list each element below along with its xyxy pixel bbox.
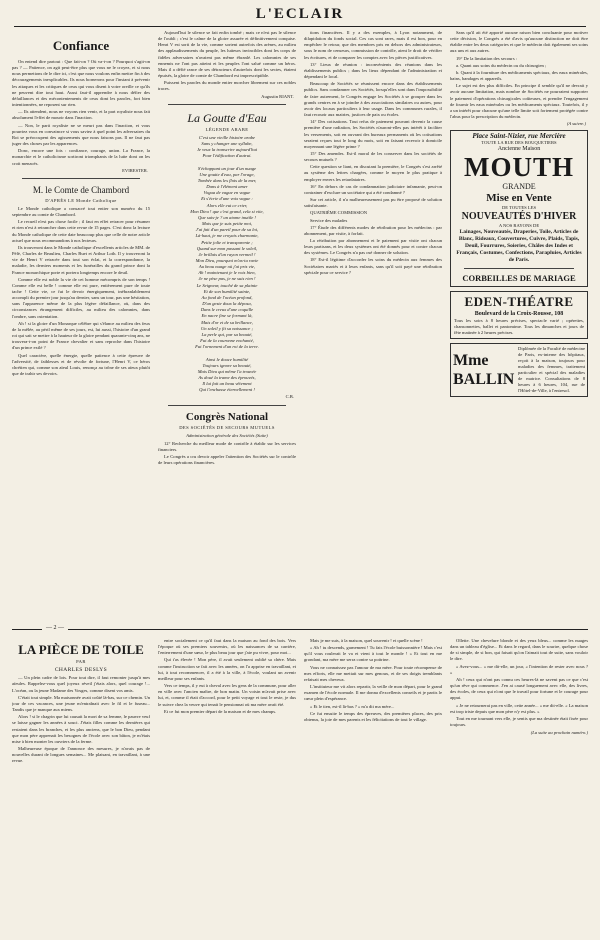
signature: EVIRESTER.	[122, 167, 148, 173]
ad-coin: TOUTE LA RUE DES BOUQUETIERS	[481, 139, 557, 145]
poem-line: As doué la trame des éprouvés,	[198, 374, 256, 380]
paragraph: Vers ce temps, il y eut à cheval avec les gens de la commune, pour aller en ville avec l'ancien maître, de bon matin. Un voisin m'avait prise avec lui, et, comme il était d'accord, pour le petit voyage et tout le reste, je dus le suivre chez la veuve qui tenait le pensionnat où ma mère avait été.	[158, 683, 296, 707]
column-3	[304, 30, 442, 620]
poem-subtitle: LÉGENDE ARABE	[205, 126, 249, 132]
poem-title: La Goutte d'Eau	[187, 110, 267, 125]
paragraph: 13° Lieux de réunion : inconvénients des réunions dans les établissements publics ; dans les lieux dépendant de l'administration et dépendant le local.	[304, 61, 442, 80]
poem-signature: C.B.	[285, 394, 294, 400]
ad-rayons: A NOS RAYONS DE	[498, 222, 540, 228]
column-2	[158, 30, 296, 620]
paragraph: On entend dire partout : Que fait-on ? Où va-t-on ? Pourquoi s'agit-on pas ? — Patience, on agit peut-être plus que vous ne le croyez, et si nous nous permettons de le dire ici, c'est que nous voulons enfin mettre fin à des découragements inexplicables. Ils nous bornerons pour l'instant à prévenir les attaques et les critiques de ceux qui vous disent à votre oreille ce qu'ils ne peuvent dire tout haut. Aussi faut-il apprendre à nous défier des défaillances et des mécontentements de ceux dont les paroles, fort bien intentionnées, ne reposent sur rien.	[12, 59, 150, 108]
poem-line: En nacre fine se formant là,	[201, 313, 253, 319]
paragraph: — Un plein cadre de lois. Pour tout dire, il faut remonter jusqu'à mes aïeules. Rappelez-vous quel joyeux réveil j'étais alors, quel courage !... L'océan, ou la jeune Madame des Vosges, comme disent vos amis.	[12, 675, 150, 693]
eden-text: Tous les soirs à 8 heures précises, spectacle varié ; opérettes, chansonnettes, ballet et pantomime. Tous les dimanches et jours de fête matinée à 2 heures précises.	[454, 317, 584, 335]
poem-line: C'est une vieille histoire arabe	[198, 134, 256, 140]
paragraph: « Et le tien, est-il là-bas ? » m'a dit ma mère...	[310, 703, 395, 709]
paragraph: 16° En dehors de cas de condamnation judiciaire infamante, peut-on contrainer d'exclure un sociétaire qui a été condamné ?	[304, 183, 442, 195]
poem-line: Ah ! maintenant je le vois bien,	[198, 270, 256, 276]
ad-product-list: Lainages, Nouveautés, Draperies, Toile, Articles de Blanc, Rideaux, Couvertures, Cuivre, Plaids, Tapis, Deuil, Fourrures, Soieries, Châles des Indes et Français, Costumes, Confections, Parapluies, Articles de Paris.	[456, 228, 582, 263]
poem-line: Là-haut, je me croyais charmante,	[195, 233, 259, 239]
poem-line: Vogua de vague en vague	[203, 190, 251, 196]
separator	[464, 268, 574, 269]
poem-line: Et s'écrie d'une voix vague :	[201, 196, 253, 202]
paragraph: Ollette. Une chevelure blonde et des yeux bleus... comme les nuages dans un tableau d'église... Et dans le regard, dans le sourire, quelque chose de si simple, de si bon, qui faisait qu'on l'aimait tout de suite, sans vouloir le dire.	[450, 638, 588, 662]
paragraph: Sur cet article, il n'a malheureusement pas pu être proposé de solution satisfaisante.	[304, 197, 442, 209]
paragraph: 14° Des cotisations. Tout refus de paiement pouvant devenir la cause première d'une radiation, les Sociétés n'auront-elles pas intérêt à faciliter les versements, soit en ouvrant des bureaux permanents où les cotisations seraient reçues tout le long du mois, soit en faisant recevoir à domicile moyennant une légère prime ?	[304, 119, 442, 149]
col1-paras2	[12, 206, 150, 377]
poem-line: Ainsi le douce humilité	[205, 356, 249, 362]
feuilleton-column-4	[450, 638, 588, 934]
upper-columns	[12, 30, 588, 620]
separator	[168, 104, 286, 105]
poem-line: D'un geste doux la déposa,	[202, 301, 252, 307]
paragraph: Service des malades	[310, 217, 348, 223]
paragraph: « Je ne retournerai pas en ville, cette année... » me dit-elle. « La maison est trop triste depuis que mon père n'y est plus. »	[450, 702, 588, 714]
poem-line: Toujours ignore sa beauté,	[202, 362, 252, 368]
feuilleton-divider	[12, 624, 588, 634]
paragraph: Le Monde catholique a consacré tout entier son numéro du 15 septembre au comte de Chambord.	[12, 205, 150, 218]
paragraph: — Ils attendent, nous ne voyons rien venir, et la part royaliste nous fait absolument l'effet de mourir dans l'inaction.	[12, 109, 150, 121]
paragraph: Qui t'as élevée ! Mon père, il avait seulement oublié sa chère. Mais comme l'instruction se fait avec les années, on l'a apprise en travaillant, et lui, à tout recommencer, il a été à la ville, à l'école, voulant un avenir meilleur pour ses enfants.	[158, 657, 296, 681]
paragraph: Quel caractère, quelle énergie, quelle patience à cette épreuve de l'adversité, de faiblesses et de révolte de fortune, l'Henri V, ce héros chrétien qui, comme son aïeul Louis, renonça au trône de ses aïeux plutôt que de trahir ses devoirs.	[12, 352, 150, 377]
paragraph: b. Quant à la fourniture des médicaments spéciaux, des eaux minérales, bains, bandages et appareils.	[450, 69, 588, 82]
section-heading: Administration générale des Sociétés (Suite)	[186, 432, 268, 438]
paragraph: Beaucoup de Sociétés se réunissent encore dans des établissements publics. Sans condamner ces Sociétés, lorsqu'elles sont dans l'impossibilité de faire autrement, le Congrès engage les Sociétés à se grouper dans les grands centres en à se joindre à des associations similaires ou autres, pour avoir des locaux particuliers à leur usage. Dans les communes rurales, il faut recourir aux mairies, justices de paix ou écoles.	[304, 81, 442, 118]
paragraph: « Avez-vous... » me dit-elle, un jour, « l'intention de rester avec nous ? »	[450, 663, 588, 675]
advertisement-eden	[450, 291, 588, 339]
feuilleton-author: CHARLES DESLYS	[54, 667, 108, 674]
ad-store-name: MOUTH	[464, 151, 574, 182]
poem-line: Je veux la transcrire aujourd'hui	[196, 147, 258, 153]
poem-line: Il lui fait un beau vêtement	[202, 381, 252, 387]
separator	[22, 178, 140, 179]
paragraph: 17° Étude des différents modes de rétribution pour les médecins : par abonnement, par visite, à forfait.	[304, 224, 442, 236]
ballin-text: Diplômée de la Faculté de médecine de Paris, ex-interne des hôpitaux, reçoit à la maison, toujours pour maladies des femmes, traitement particulier et spécial des maladies de matrice. Consultations de 8 heures à 6 heures, 104, rue de l'Hôtel-de-Ville, à l'entresol.	[518, 345, 585, 393]
paragraph: Ah ! ceux qui n'ont pas connu ces heures-là ne savent pas ce que c'est qu'un rêve qui commence. J'en ai causé longuement avec elle, des livres, des écoles, de ceux qui n'ont que le travail pour fortune et le courage pour appui.	[450, 676, 588, 701]
poem-line: Mais Dieu qui même l'a trouvée	[197, 368, 257, 374]
poem-line: Sans y changer une syllabe,	[201, 141, 253, 147]
ad-date: DE TOUTES LES	[501, 204, 537, 210]
poem-line: Je brillais d'un rayon vermeil !	[198, 251, 256, 257]
advertisement-mouth	[450, 130, 588, 286]
poem-line: Quand sur mon passant le soleil,	[196, 245, 258, 251]
feuilleton-column-3	[304, 638, 442, 934]
poem-line: Mais d'or et de sa brillance,	[201, 319, 253, 325]
eden-title: EDEN-THÉATRE	[464, 293, 574, 309]
poem-line: J'ai fait d'un pareil pour de sa loi,	[195, 227, 259, 233]
paragraph: Malheureuse époque de l'annonce des mesures, je n'avais pas de nouvelles durant de longues semaines... Me plaisant, en travaillant, à une revue.	[12, 746, 150, 764]
poem-line: Mon Dieu ! que c'est grand, cela si vite,	[190, 208, 264, 214]
feuilleton-col3-paras	[304, 638, 442, 723]
poem-line: La perle qui, par sa beauté,	[201, 331, 253, 337]
paragraph: — Non, le parti royaliste ne se meurt pas dans l'inaction, et vous pourriez vous en convaincre si vous saviez à quel point les adversaires du Roi se préoccupent des agissements que nous faisons pas. Il ne faut pas juger des choses par les apparences.	[12, 122, 150, 147]
article-subtitle: DES SOCIÉTÉS DE SECOURS MUTUELS	[179, 424, 275, 430]
poem-line: Je ne pèse pas, je ne suis rien !	[198, 276, 256, 282]
poem-line: Mon Dieu, pourquoi m'as-tu ravie	[195, 258, 259, 263]
paragraph: La rétribution par abonnement et le paiement par visite ont chacun leurs partisans, et les deux systèmes ont été donnés pour et contre chacun des systèmes. Le Congrès n'a pas osé donner de solution.	[304, 238, 442, 256]
separator	[168, 405, 286, 406]
paragraph: Ce fut ensuite le temps des épreuves, des premières places, des prix obtenus, la joie de mes parents et les félicitations de tout le village.	[304, 710, 442, 722]
ad-corbeilles: CORBEILLES DE MARIAGE	[462, 272, 576, 283]
ballin-name: Mme BALLIN	[453, 351, 515, 388]
paragraph: Le Congrès a cru devoir appeler l'attention des Sociétés sur le contrôle de leurs opérations financières.	[158, 454, 296, 466]
paragraph: Ah ! si la gloire d'un Monarque célèbre qui s'élance au milieu des feux de la mêlée, au péril même de ses jours, est, lui aussi, l'histoire d'un grand roi qui sait se mettre à la hauteur de la gloire pendant quarante-cinq ans, ne trouvera-t-on point de France chevalier et sans reproche dans l'histoire d'un prince exilé ?	[12, 320, 150, 351]
col2-paras2	[158, 441, 296, 467]
poem-line: Mais que je suis petite moi,	[201, 221, 253, 227]
paragraph: Cette question se liant, en discutant la première, le Congrès s'est arrêté au système des lettres chargées, comme le moyen le plus pratique à employer envers les retardataires.	[304, 164, 442, 182]
paragraph: Tout en me tournant vers elle, je sentis que ma destinée était fixée pour toujours.	[450, 715, 588, 728]
feuilleton-columns	[12, 638, 588, 934]
to-be-continued: (A suivre.)	[566, 121, 586, 127]
paragraph: Le sujet est des plus difficiles. En principe il semble qu'il ne devrait y avoir aucune limitation, mais nombre de Sociétés ne pourraient supporter le paiement d'opérations chirurgicales coûteuses, et prendre l'engagement de fournir les eaux minérales ou les médicaments spéciaux. Toutefois, il y a un intérêt pour chacune qu'une telle limite soit fortement protégée contre l'abus pour la prescription du médecin.	[450, 83, 588, 120]
poem-line: Que suis-je ? un atome inutile !	[198, 214, 256, 220]
paragraph: Alors ! si le chagrin que lui causait la mort de sa femme, le pauvre veuf se laisse gagner les années à souci. J'étais filles comme les dernières qui restaient dans les branches, et les plus anciens, que le bon Dieu, pendant que mon père apprenait les besognes de l'école avec son bâton, je m'étais mise à bien monter les ouvriers de la ferme.	[12, 714, 150, 744]
feuilleton-col4-paras	[450, 638, 588, 728]
poem-line: Petite jolie et transparente ;	[201, 239, 253, 245]
col3-paras	[304, 30, 442, 276]
masthead-rule	[14, 26, 586, 27]
poem-line: Et de son humilité sainte,	[203, 288, 251, 294]
poem-line: Alors elle eut ce crier,	[206, 202, 248, 208]
paragraph: L'instituteur me vit alors repartir, la veille de mon départ, pour le grand examen de l'école normale. Il me donna d'excellents conseils et je partis le cœur plein d'espérance.	[304, 684, 442, 702]
poem-line: Le Seigneur, touché de sa plainte	[196, 282, 258, 288]
paragraph: Donc, encore une fois : confiance, courage, union. La France, la monarchie et le catholicisme sortiront triomphants de la lutte dont on les croit menacés.	[12, 148, 150, 166]
paragraph: a. Quant aux soins du médecin ou du chirurgien ;	[456, 62, 547, 68]
ad-address: Place Saint-Nizier, rue Mercière	[472, 132, 566, 141]
column-4	[450, 30, 588, 620]
paragraph: « Ah ! tu descends, garnement ! Tu fais l'école buissonnière ! Mais c'est qu'il vous roulerait le va et vient à tout le monde ! » Et tout en me grondant, ma mère me serra contre sa poitrine.	[304, 645, 442, 663]
eden-address: Boulevard de la Croix-Rousse, 108	[474, 310, 564, 317]
poem-line: Au fond de l'océan profond,	[201, 294, 253, 300]
page-number: — 2 —	[42, 625, 68, 631]
divider-line	[12, 629, 588, 630]
paragraph: Puissent les paroles du monde entier morcher librement sur ces nobles traces.	[158, 80, 296, 92]
ad-mise-en-vente: Mise en Vente	[486, 191, 552, 204]
ad-grande: GRANDE	[502, 181, 536, 191]
feuilleton-column-2	[158, 638, 296, 934]
article-subtitle: D'APRÈS LE Monde Catholique	[45, 197, 117, 203]
paragraph: 12° Recherche du meilleur mode de contrôle à établir sur les services financiers.	[158, 440, 296, 453]
column-1	[12, 30, 150, 620]
paragraph: Et ce fut mon premier départ de la maison et de mes champs.	[164, 708, 277, 714]
paragraph: Mais je me suis, à la maison, quel souvenir ! et quelle scène !	[310, 638, 423, 643]
paragraph: Sans qu'il ait été apporté aucune raison bien concluante pour motiver cette décision, le Congrès a été d'avis qu'aucune distinction ne doit être établie entre les deux catégories et que le médecin doit également ses soins aux uns et aux autres.	[450, 30, 588, 54]
paragraph: 19° De la limitation des secours :	[456, 55, 518, 61]
feuilleton-col1-paras	[12, 675, 150, 764]
ad-nouveautes: NOUVEAUTÉS D'HIVER	[461, 210, 577, 222]
poem-line: Dans le creux d'une coquille	[200, 307, 254, 313]
poem-line: Tombée dans les flots de la mer,	[197, 177, 257, 183]
paragraph: Le recueil n'est pas chose facile ; il faut en effet retracer pour résumer et rien n'est à retrancher dans cette revue de 15 pages. C'est donc la lecture du Monde catholique de cette date beaucoup plus que celle de notre article actuel que nous recommandons à nos lecteurs.	[12, 219, 150, 243]
newspaper-title: L'ECLAIR	[255, 6, 345, 22]
poem-line: Pour l'édification d'autrui.	[202, 153, 252, 159]
feuilleton-par: PAR	[76, 659, 86, 664]
poem-line: Au beau nuage où j'ai pris vie,	[198, 264, 256, 270]
paragraph: Vous ne connaissez pas l'amour de ma mère. Pour toute récompense de mes efforts, elle me mettait sur mes genoux, et de ses doigts tremblants refaisait mes cheveux.	[304, 664, 442, 682]
poem-line: Dans à l'élément amer	[206, 184, 248, 190]
to-be-continued: (La suite au prochain numéro.)	[530, 730, 588, 736]
paragraph: Aujourd'hui le silence se fait enfin tombé ; mais ce n'est pas le silence de l'oubli ; c'est le calme de la gloire assurée et définitivement conquise. Henri V est sorti de la vie, comme sortent autrefois des arènes, au milieu des applaudissements du peuple, les lutteurs invincibles dont les corps de fidèles adversaires n'avaient pas même ébranlé. Les calomnies de ses ennemis ne l'ont pas atteint et les peuples l'ont salué comme un héros. Mais il a défié rance de ses détracteurs d'autrefois dont les sectes, étaient épuisés, la gloire de comte de Chambord est imprescriptible.	[158, 30, 296, 79]
paragraph: Ils trouveront dans le Monde catholique d'excellents articles de MM. de Pèlè, Charles de Beaulieu, Charles Buet et Arthur Loth. Il y trouveront la vie de Henri V retracée dans tout son éclat, et la correspondance, la maladie, les derniers moments et les funérailles du grand prince dont la France monarchique porte et portera longtemps encore le deuil.	[12, 244, 150, 275]
poem-line: Fut de la couronne enchanté,	[200, 338, 254, 344]
col4-paras	[450, 30, 588, 120]
paragraph: C'était tout simple. Ma maisonnée avait coûté là-bas, sur ce chemin. Un jour de ces vacances, une jeune m'entraînait avec le fil et le fuseau... Tandis que je manque aux miens.	[12, 694, 150, 713]
feuilleton-column-1	[12, 638, 150, 934]
paragraph: tions financières. Il y a des exemples, à Lyon notamment, de dilapidation du fonds social. Ces cas sont rares, mais il est bon, pour en empêcher le retour, que des membres pris en dehors des administrateurs, sous le nom de censeurs, commission de contrôle, aient le droit de vérifier les écritures, et de comparer les comptes avec les pièces justificatives.	[304, 30, 442, 60]
advertisement-ballin	[450, 343, 588, 397]
feuilleton-title: LA PIÈCE DE TOILE	[18, 642, 144, 657]
feuilleton-col2-paras	[158, 638, 296, 715]
article-title-confiance: Confiance	[52, 38, 110, 53]
col2-paras	[158, 30, 296, 93]
paragraph: Comme elle est noble la vie de cet homme mécompris de son temps ! Comme elle est belle ! comme elle est pure, entièrement pure de toute tache ! Cette vie, ce fut le devoir énergiquement, inébranlablement accompli du premier jour jusqu'au dernier, sans un tour, pas une hésitation, sans l'apparence même de la plus légère défaillance, où, dans des circonstances étrangement difficiles, au milieu des calomnies, dans l'ombre, sans ostentation.	[12, 276, 150, 319]
col1-paras	[12, 59, 150, 167]
masthead	[14, 6, 586, 24]
paragraph: entre socialement ce qu'il faut dans la maison au fond des bois. Vers l'époque où ses premiers souvenirs, où les naissances de sa carrière, l'enterrement d'une sœur, le plus beau jour que j'aie pu vivre, pour moi...	[158, 638, 296, 656]
poem-line: S'échappant un jour d'un nuage	[197, 165, 257, 171]
poem-body	[158, 135, 296, 394]
article-title-chambord: M. le Comte de Chambord	[32, 184, 130, 195]
paragraph: QUATRIÈME COMMISSION	[310, 210, 368, 216]
poem-line: Qui l'enchasse éternellement !	[199, 387, 255, 393]
poem-line: Un soleil y fit sa naissance ;	[200, 325, 254, 331]
article-title-congres: Congrès National	[185, 410, 269, 423]
paragraph: 15° Des amendes. Est-il moral de les conserver dans les sociétés de secours mutuels ?	[304, 150, 442, 163]
poem-line: Une goutte d'eau, par l'orage,	[199, 171, 255, 177]
signature: Augustin RIANT.	[261, 93, 294, 99]
ad-ancienne: Ancienne Maison	[497, 145, 541, 152]
poem-line: Fut l'ornement d'un roi de la terre.	[195, 344, 259, 350]
paragraph: 18° Est-il légitime d'accorder les soins du médecin aux femmes des Sociétaires mariés et à leurs enfants, sans qu'il soit payé une rétribution spéciale pour ce service ?	[304, 257, 442, 275]
